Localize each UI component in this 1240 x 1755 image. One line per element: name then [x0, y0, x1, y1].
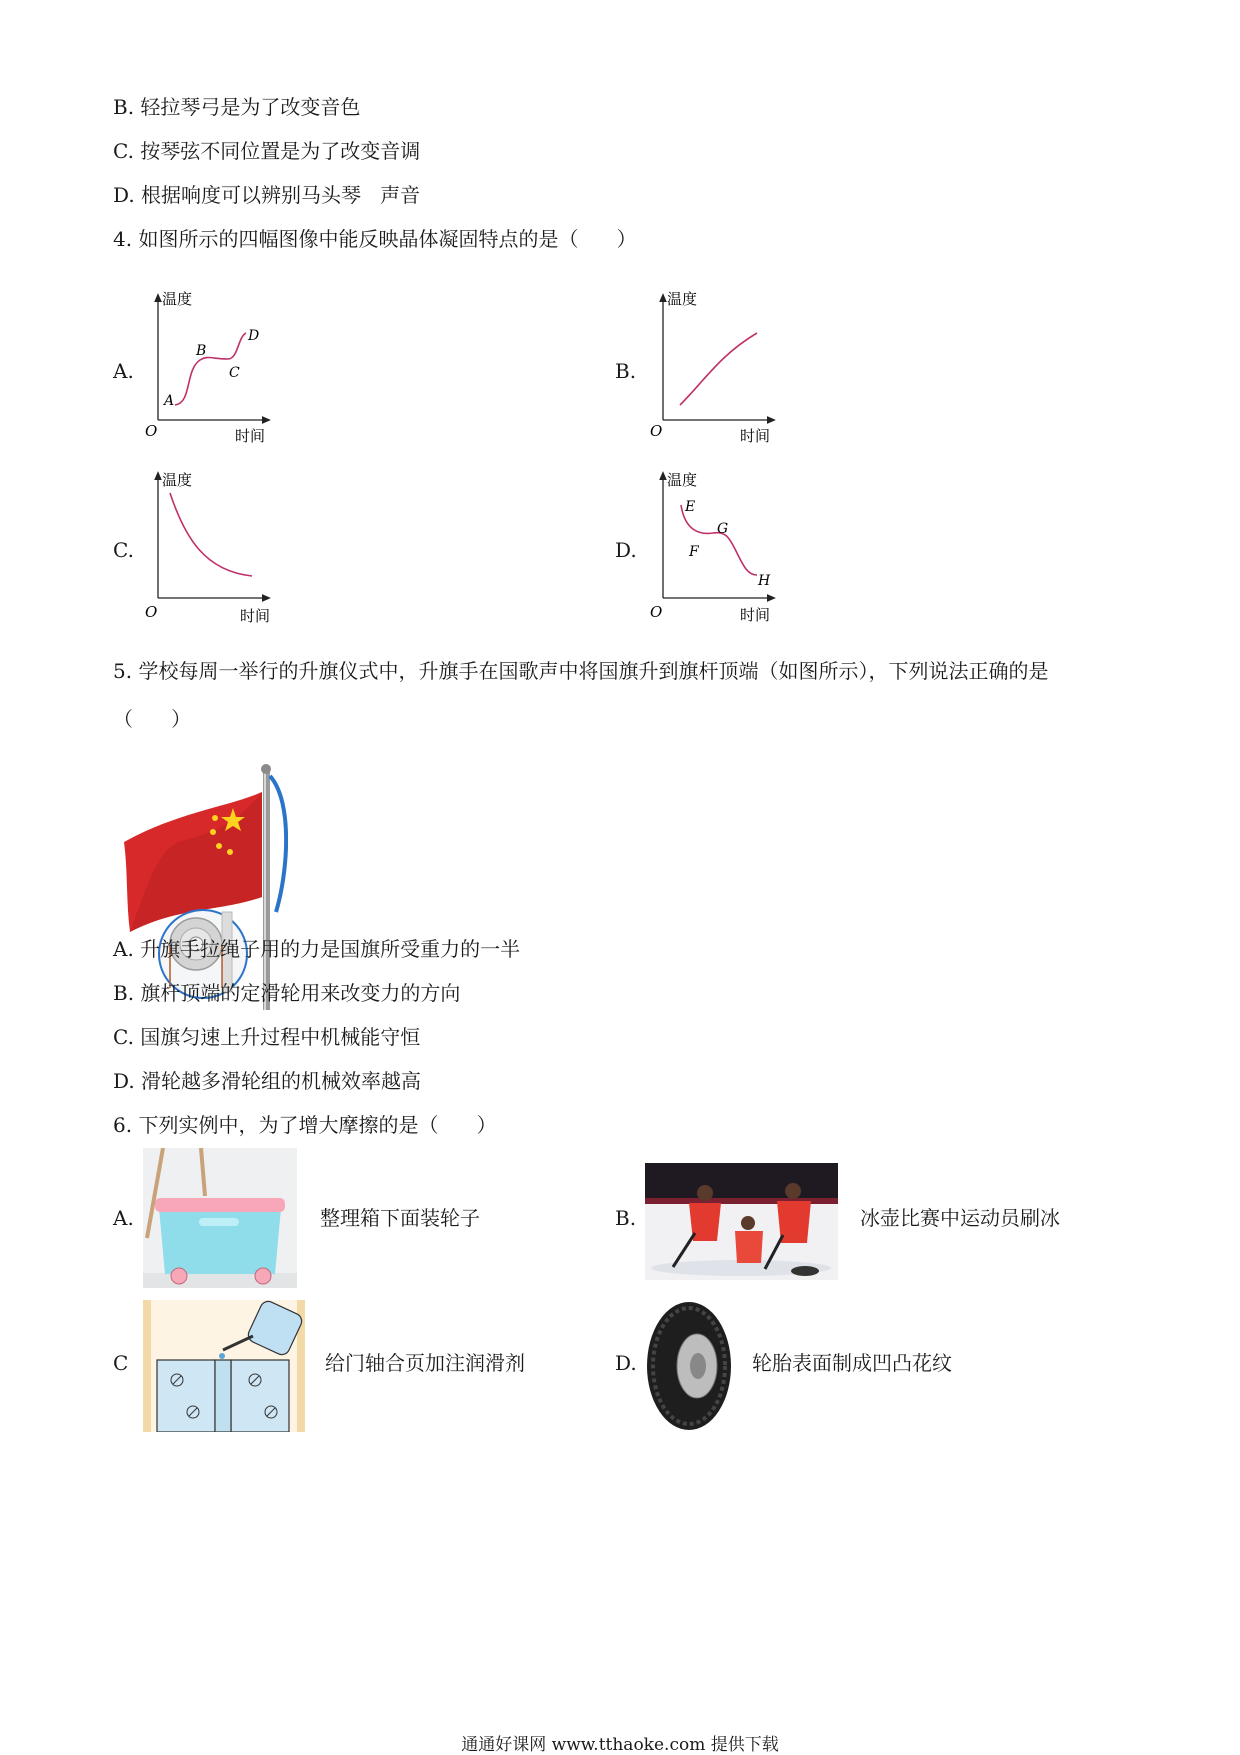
q4-option-d-label: D. [615, 538, 637, 562]
x-label: 时间 [740, 427, 771, 445]
curling-stone [791, 1266, 819, 1276]
curve [681, 505, 757, 575]
q4-graph-c [140, 463, 290, 628]
curve [170, 493, 252, 576]
q6-option-c-text: 给门轴合页加注润滑剂 [325, 1351, 525, 1375]
q4-graph-d [645, 463, 795, 628]
q6-option-a-text: 整理箱下面装轮子 [320, 1206, 480, 1230]
box-wheel [171, 1268, 187, 1284]
x-label: 时间 [235, 427, 266, 445]
box-wheel [255, 1268, 271, 1284]
q6-option-c-label: C [113, 1351, 129, 1375]
q4-graph-a [140, 285, 290, 450]
page-footer: 通通好课网 www.tthaoke.com 提供下载 [461, 1735, 779, 1755]
q6-stem: 6. 下列实例中，为了增大摩擦的是（ ） [113, 1113, 497, 1137]
rope [270, 776, 286, 912]
q6-option-b-label: B. [615, 1206, 637, 1230]
point-d: D [248, 328, 260, 344]
q5-option-b: B. 旗杆顶端的定滑轮用来改变力的方向 [113, 981, 461, 1005]
curve [680, 333, 757, 405]
y-label: 温度 [667, 471, 698, 489]
q5-stem-line1: 5. 学校每周一举行的升旗仪式中，升旗手在国歌声中将国旗升到旗杆顶端（如图所示），下列说法正确的是 [113, 659, 1049, 683]
q6-option-d-label: D. [615, 1351, 637, 1375]
point-g: G [717, 521, 729, 537]
y-label: 温度 [667, 290, 698, 308]
q6-option-d-text: 轮胎表面制成凹凸花纹 [752, 1351, 952, 1375]
origin-label: O [650, 422, 663, 440]
pole-top-ball [261, 764, 271, 774]
box-body [159, 1208, 281, 1274]
tire-image [645, 1300, 733, 1432]
q6-option-b-text: 冰壶比赛中运动员刷冰 [860, 1206, 1060, 1230]
point-f: F [689, 544, 699, 560]
q5-option-d: D. 滑轮越多滑轮组的机械效率越高 [113, 1069, 422, 1093]
storage-box-image [143, 1148, 297, 1288]
x-label: 时间 [240, 607, 271, 625]
q4-option-c-label: C. [113, 538, 134, 562]
q5-option-a: A. 升旗手拉绳子用的力是国旗所受重力的一半 [113, 937, 521, 961]
q4-option-b-label: B. [615, 359, 637, 383]
q5-option-c: C. 国旗匀速上升过程中机械能守恒 [113, 1025, 421, 1049]
y-label: 温度 [162, 290, 193, 308]
point-h: H [758, 573, 771, 589]
q6-option-a-label: A. [113, 1206, 134, 1230]
door-hinge-image [143, 1300, 305, 1432]
curling-image [645, 1163, 838, 1280]
hinge-leaf-right [231, 1360, 289, 1432]
q5-stem-line2: （ ） [113, 707, 192, 731]
hinge-leaf-left [157, 1360, 215, 1432]
q3-option-c: C. 按琴弦不同位置是为了改变音调 [113, 139, 421, 163]
point-e: E [685, 499, 696, 515]
origin-label: O [650, 603, 663, 621]
point-c: C [229, 365, 240, 381]
origin-label: O [145, 603, 158, 621]
box-lid [155, 1198, 285, 1212]
y-label: 温度 [162, 471, 193, 489]
q3-option-b: B. 轻拉琴弓是为了改变音色 [113, 95, 361, 119]
point-a: A [164, 393, 175, 409]
q4-stem: 4. 如图所示的四幅图像中能反映晶体凝固特点的是（ ） [113, 227, 637, 251]
hinge-pin [215, 1360, 231, 1432]
x-label: 时间 [740, 606, 771, 624]
flag-pulley-illustration [118, 762, 288, 1012]
point-b: B [196, 343, 207, 359]
origin-label: O [145, 422, 158, 440]
q4-graph-b [645, 285, 795, 450]
q4-option-a-label: A. [113, 359, 134, 383]
q3-option-d: D. 根据响度可以辨别马头琴 声音 [113, 183, 421, 207]
